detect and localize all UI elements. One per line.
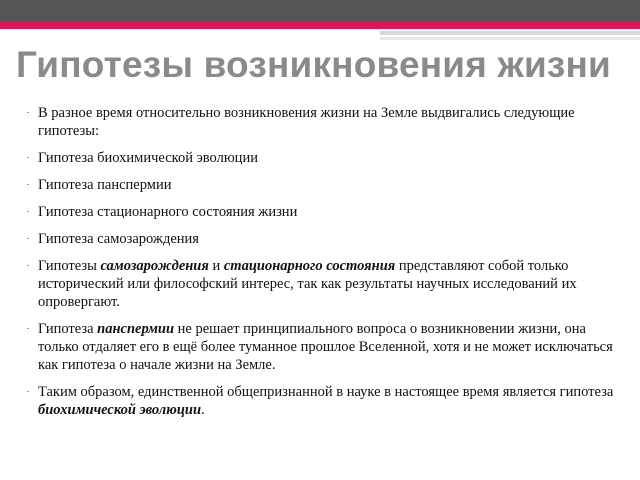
emphasis-text: стационарного состояния <box>223 258 396 274</box>
list-item-hypothesis <box>0 203 618 221</box>
hypothesis-text: Гипотеза панспермии <box>38 177 172 193</box>
bullet-icon: · <box>26 386 30 398</box>
decorative-stripe-secondary <box>380 37 640 40</box>
paragraph-text: не решает принципиального вопроса о возникновении жизни, она только отдаляет его в ещё более туманное прошлое Вселенной, хотя и не может исключаться как гипотеза о начале жизни на Земле. <box>38 321 613 373</box>
list-item-hypothesis <box>0 230 618 248</box>
header-pink-band <box>0 21 640 29</box>
header-gray-band <box>0 0 640 21</box>
list-item-paragraph-2 <box>0 320 618 374</box>
intro-text: В разное время относительно возникновения жизни на Земле выдвигались следующие гипотезы: <box>38 105 575 139</box>
decorative-stripe <box>380 31 640 35</box>
list-item-paragraph-3 <box>0 383 618 419</box>
paragraph-text: . <box>201 402 205 418</box>
list-item-paragraph-1 <box>0 257 618 311</box>
bullet-icon: · <box>26 107 30 119</box>
hypothesis-text: Гипотеза стационарного состояния жизни <box>38 204 298 220</box>
list-item-hypothesis <box>0 176 618 194</box>
list-item-intro <box>0 104 618 140</box>
slide-content <box>0 104 640 428</box>
bullet-icon: · <box>26 233 30 245</box>
list-item-hypothesis <box>0 149 618 167</box>
bullet-icon: · <box>26 323 30 335</box>
bullet-icon: · <box>26 260 30 272</box>
emphasis-text: биохимической эволюции <box>38 402 202 418</box>
paragraph-text: и <box>208 258 224 274</box>
paragraph-text: Гипотеза <box>38 321 98 337</box>
bullet-icon: · <box>26 179 30 191</box>
emphasis-text: панспермии <box>97 321 175 337</box>
paragraph-text: представляют собой только исторический или философский интерес, так как результаты научных исследований их опровергают. <box>38 258 577 310</box>
hypothesis-text: Гипотеза самозарождения <box>38 231 199 247</box>
paragraph-text: Таким образом, единственной общепризнанной в науке в настоящее время является гипотеза <box>38 384 614 400</box>
bullet-icon: · <box>26 206 30 218</box>
emphasis-text: самозарождения <box>100 258 209 274</box>
hypothesis-text: Гипотеза биохимической эволюции <box>38 150 258 166</box>
paragraph-text: Гипотезы <box>38 258 101 274</box>
bullet-icon: · <box>26 152 30 164</box>
slide-title: Гипотезы возникновения жизни <box>16 44 611 85</box>
